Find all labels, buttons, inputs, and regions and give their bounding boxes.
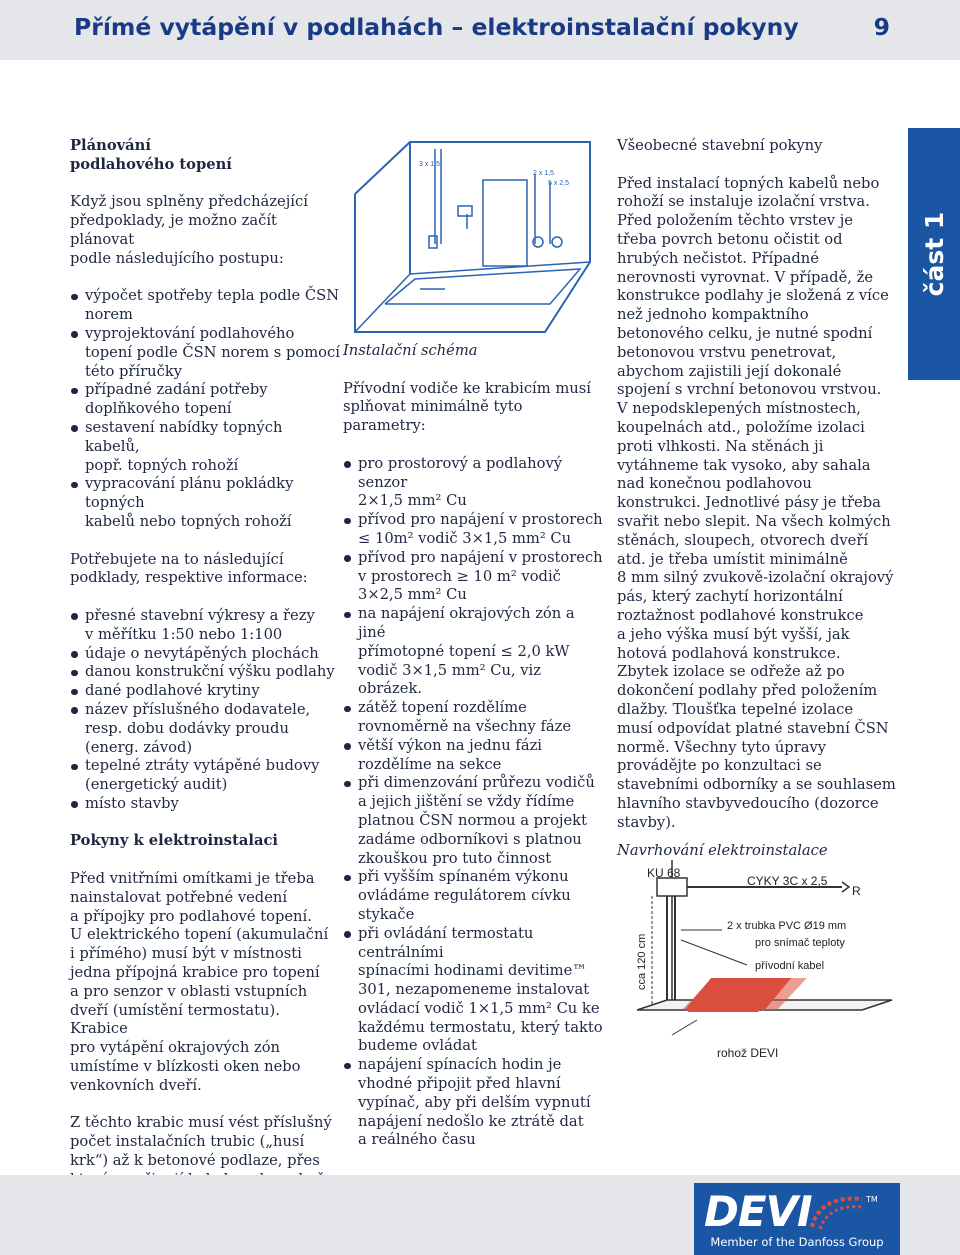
list-item: při ovládání termostatu centrálními spínacími hodinami devitime™ 301, nezapomeneme instalovat ovládací vodič 1×1,5 mm² Cu ke každému termostatu, který takto budeme ovládat — [343, 925, 603, 1057]
devi-logo — [694, 1183, 900, 1255]
construction-text: Před instalací topných kabelů nebo rohoží se instaluje izolační vrstva. Před položením těchto vrstev je třeba povrch betonu očistit od hrubých nečistot. Případné nerovnosti vyrovnat. V případě, že konstrukce podlahy je složená z více než jednoho kompaktního betonového celku, je nutné spodní betonovou vrstvu penetrovat, abychom zajistili její dokonalé spojení s vrchní betonovou vrstvou. V nepodsklepených místnostech, koupelnách atd., položíme izolaci proti vlhkosti. Na stěnách ji vytáhneme tak vysoko, aby sahala nad konečnou podlahovou konstrukci. Jednotlivé pásy je třeba svařit nebo slepit. Na všech kolmých stěnách, sloupech, otvorech dveří atd. je třeba umístit minimálně 8 mm silný zvukově-izolační okrajový pás, který zachytí horizontální roztažnost podlahové konstrukce a jeho výška musí být vyšší, jak hotová podlahová konstrukce. Zbytek izolace se odřeže až po dokončení podlahy před položením dlažby. Tloušťka tepelné izolace musí odpovídat platné stavební ČSN normě. Všechny tyto úpravy provádějte po konzultaci se stavebními odborníky a se souhlasem hlavního stavbyvedoucího (dozorce stavby). — [617, 174, 896, 831]
section-tab — [908, 128, 960, 380]
list-item: přívod pro napájení v prostorech ≤ 10m² vodič 3×1,5 mm² Cu — [343, 511, 603, 549]
list-item: na napájení okrajových zón a jiné přímotopné topení ≤ 2,0 kW vodič 3×1,5 mm² Cu, viz obrázek. — [343, 605, 603, 699]
column-construction — [617, 137, 901, 861]
list-item: větší výkon na jednu fázi rozdělíme na sekce — [343, 737, 603, 775]
column-wiring — [343, 342, 603, 1150]
height-label: cca 120 cm — [636, 933, 648, 990]
box-label: KU 68 — [647, 866, 681, 880]
design-caption: Navrhování elektroinstalace — [617, 842, 828, 860]
logo-wordmark: DEVI — [704, 1187, 812, 1236]
cable-type-label: CYKY 3C x 2,5 — [747, 874, 828, 888]
logo-swoosh-icon — [808, 1193, 866, 1233]
list-item: při vyšším spínaném výkonu ovládáme regulátorem cívku stykače — [343, 868, 603, 924]
page-title: Přímé vytápění v podlahách – elektroinstalační pokyny — [74, 13, 799, 41]
schema-caption: Instalační schéma — [343, 342, 478, 359]
list-item: při dimenzování průřezu vodičů a jejich jištění se vždy řídíme platnou ČSN normou a projekt zadáme odborníkovi s platnou zkouškou pro tuto činnost — [343, 774, 603, 868]
electrical-design-diagram — [617, 860, 902, 1080]
list-item: pro prostorový a podlahový senzor 2×1,5 mm² Cu — [343, 455, 603, 511]
list-item: tepelné ztráty vytápěné budovy (energetický audit) — [70, 757, 340, 795]
construction-title: Všeobecné stavební pokyny — [617, 137, 823, 154]
logo-tagline: Member of the Danfoss Group — [710, 1235, 884, 1249]
header-band — [0, 0, 960, 60]
electrical-text: Před vnitřními omítkami je třeba nainstalovat potřebné vedení a přípojky pro podlahové topení. U elektrického topení (akumulační i přímého) musí být v místnosti jedna přípojná krabice pro topení a pro senzor v oblasti vstupních dveří (umístění termostatu). Krabice pro vytápění okrajových zón umístíme v blízkosti oken nebo venkovních dveří. — [70, 870, 329, 1094]
list-item: přívod pro napájení v prostorech v prostorech ≥ 10 m² vodič 3×2,5 mm² Cu — [343, 549, 603, 605]
cable-label-a: 3 x 1,5 — [419, 161, 441, 168]
list-item: název příslušného dodavatele, resp. dobu dodávky proudu (energ. závod) — [70, 701, 340, 757]
needs-list — [70, 607, 340, 814]
conduit-text: Z těchto krabic musí vést příslušný počet instalačních trubic („husí krk“) až k betonové podlaze, přes — [70, 1114, 332, 1170]
wiring-parameters-list — [343, 455, 603, 1150]
planning-intro: Když jsou splněny předcházející předpoklady, je možno začít plánovat podle následujícího postupu: — [70, 193, 308, 267]
logo-trademark: TM — [866, 1195, 878, 1204]
list-item: sestavení nabídky topných kabelů, popř. topných rohoží — [70, 419, 340, 475]
cable-label-c: 5 x 2,5 — [548, 180, 570, 187]
list-item: vypracování plánu pokládky topných kabelů nebo topných rohoží — [70, 475, 340, 531]
needs-intro: Potřebujete na to následující podklady, respektive informace: — [70, 550, 308, 587]
list-item: místo stavby — [70, 795, 340, 814]
tube-label: 2 x trubka PVC Ø19 mm — [727, 920, 847, 932]
wiring-intro: Přívodní vodiče ke krabicím musí splňovat minimálně tyto parametry: — [343, 379, 591, 435]
sensor-label: pro snímač teploty — [755, 937, 845, 949]
installation-schema-diagram — [345, 134, 600, 336]
list-item: napájení spínacích hodin je vhodné připojit před hlavní vypínač, aby při delším vypnutí napájení nedošlo ke ztrátě dat a reálného času — [343, 1056, 603, 1150]
page-number: 9 — [873, 13, 890, 41]
list-item: přesné stavební výkresy a řezy v měřítku 1:50 nebo 1:100 — [70, 607, 340, 645]
feed-cable-label: přívodní kabel — [755, 960, 825, 972]
list-item: dané podlahové krytiny — [70, 682, 340, 701]
list-item: případné zadání potřeby doplňkového topení — [70, 381, 340, 419]
electrical-title: Pokyny k elektroinstalaci — [70, 832, 278, 850]
list-item: výpočet spotřeby tepla podle ČSN norem — [70, 287, 340, 325]
cable-label-b: 2 x 1,5 — [533, 170, 555, 177]
column-planning — [70, 137, 340, 1208]
planning-title: Plánování podlahového topení — [70, 137, 232, 173]
list-item: zátěž topení rozdělíme rovnoměrně na všechny fáze — [343, 699, 603, 737]
list-item: údaje o nevytápěných plochách — [70, 645, 340, 664]
section-tab-label: část 1 — [919, 211, 949, 297]
mat-label: rohož DEVI — [717, 1046, 779, 1060]
planning-steps-list — [70, 287, 340, 531]
list-item: vyprojektování podlahového topení podle ČSN norem s pomocí této příručky — [70, 325, 340, 381]
r-label: R — [852, 884, 861, 898]
list-item: danou konstrukční výšku podlahy — [70, 663, 340, 682]
